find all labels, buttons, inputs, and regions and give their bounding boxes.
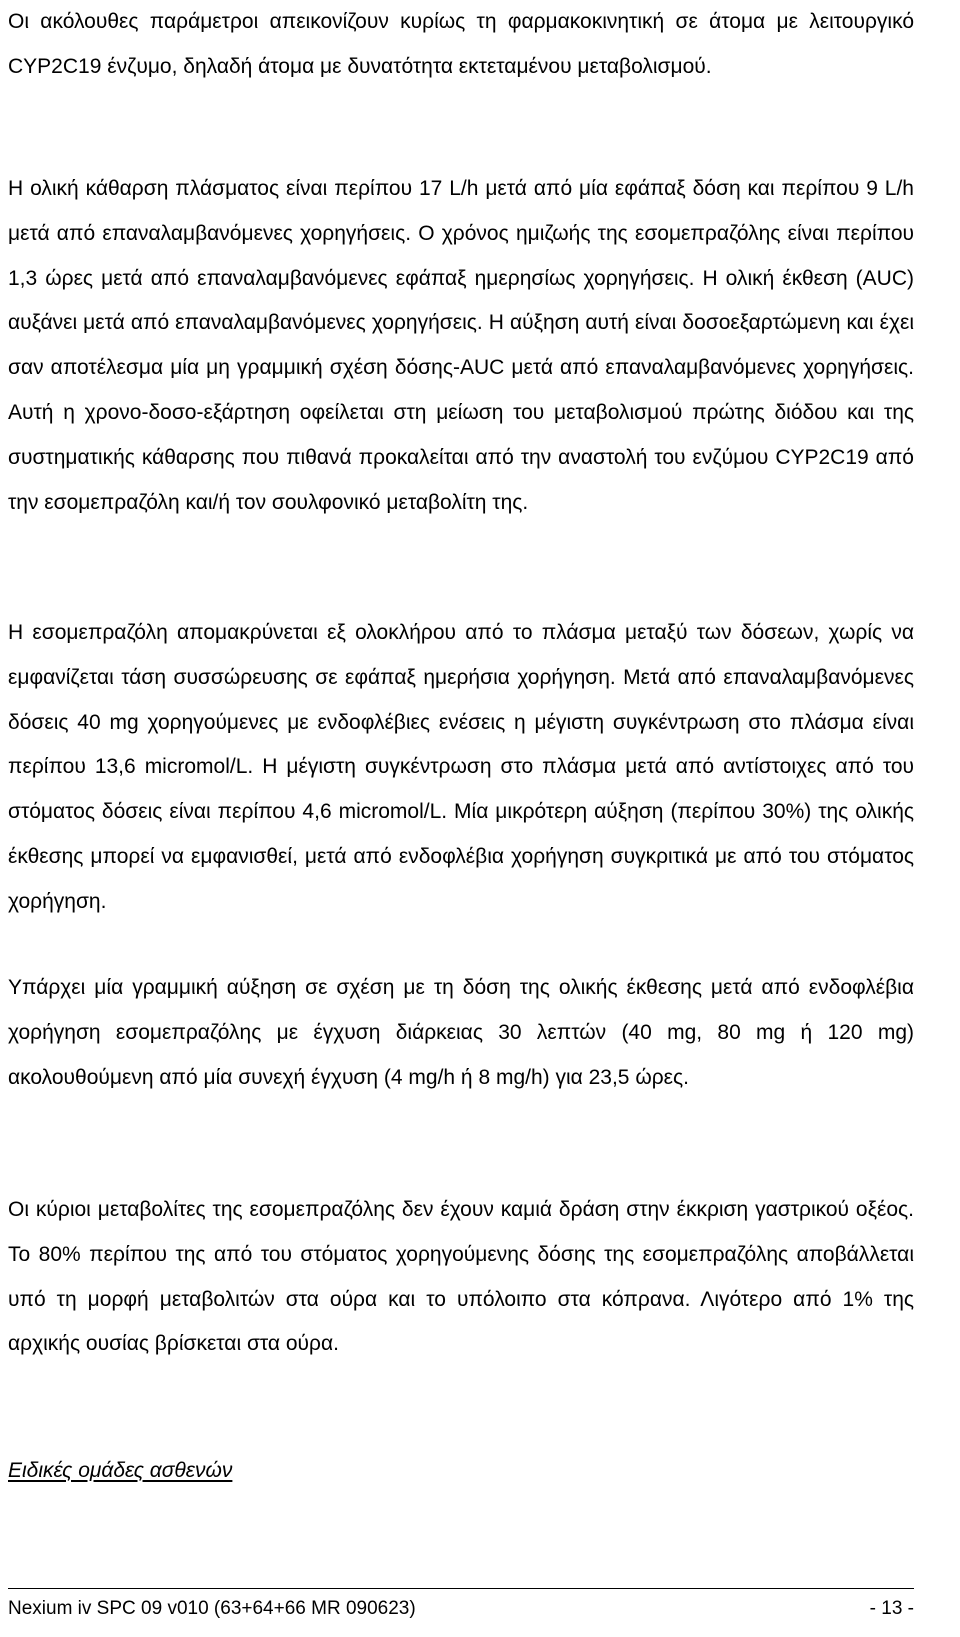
footer-document-id: Nexium iv SPC 09 v010 (63+64+66 MR 090623) [8,1598,416,1619]
paragraph-cyp2c19-intro: Οι ακόλουθες παράμετροι απεικονίζουν κυρίως τη φαρμακοκινητική σε άτομα με λειτουργικό CYP2C19 ένζυμο, δηλαδή άτομα με δυνατότητα εκτεταμένου μεταβολισμού. [8,10,914,78]
paragraph-elimination: Η εσομεπραζόλη απομακρύνεται εξ ολοκλήρου από το πλάσμα μεταξύ των δόσεων, χωρίς να εμφανίζεται τάση συσσώρευσης σε εφάπαξ ημερήσια χορήγηση. Μετά από επαναλαμβανόμενες δόσεις 40 mg χορηγούμενες με ενδοφλέβιες ενέσεις η μέγιστη συγκέντρωση στο πλάσμα είναι περίπου 13,6 micromol/L. Η μέγιστη συγκέντρωση στο πλάσμα μετά από αντίστοιχες από του στόματος δόσεις είναι περίπου 4,6 micromol/L. Μία μικρότερη αύξηση (περίπου 30%) της ολικής έκθεσης μπορεί να εμφανισθεί, μετά από ενδοφλέβια χορήγηση συγκριτικά με από του στόματος χορήγηση. [8,621,914,913]
footer-page-number: - 13 - [869,1598,914,1619]
page-footer [8,1588,914,1629]
paragraph-linear-increase: Υπάρχει μία γραμμική αύξηση σε σχέση με τη δόση της ολικής έκθεσης μετά από ενδοφλέβια χορήγηση εσομεπραζόλης με έγχυση διάρκειας 30 λεπτών (40 mg, 80 mg ή 120 mg) ακολουθούμενη από μία συνεχή έγχυση (4 mg/h ή 8 mg/h) για 23,5 ώρες. [8,976,914,1089]
paragraph-metabolites: Οι κύριοι μεταβολίτες της εσομεπραζόλης δεν έχουν καμιά δράση στην έκκριση γαστρικού οξέος. Το 80% περίπου της από του στόματος χορηγούμενης δόσης της εσομεπραζόλης αποβάλλεται υπό τη μορφή μεταβολιτών στα ούρα και το υπόλοιπο στα κόπρανα. Λιγότερο από 1% της αρχικής ουσίας βρίσκεται στα ούρα. [8,1198,914,1356]
paragraph-plasma-clearance: Η ολική κάθαρση πλάσματος είναι περίπου 17 L/h μετά από μία εφάπαξ δόση και περίπου 9 L/h μετά από επαναλαμβανόμενες χορηγήσεις. Ο χρόνος ημιζωής της εσομεπραζόλης είναι περίπου 1,3 ώρες μετά από επαναλαμβανόμενες εφάπαξ ημερησίως χορηγήσεις. Η ολική έκθεση (AUC) αυξάνει μετά από επαναλαμβανόμενες χορηγήσεις. Η αύξηση αυτή είναι δοσοεξαρτώμενη και έχει σαν αποτέλεσμα μία μη γραμμική σχέση δόσης-AUC μετά από επαναλαμβανόμενες χορηγήσεις. Αυτή η χρονο-δοσο-εξάρτηση οφείλεται στη μείωση του μεταβολισμού πρώτης διόδου και της συστηματικής κάθαρσης που πιθανά προκαλείται από την αναστολή του ενζύμου CYP2C19 από την εσομεπραζόλη και/ή τον σουλφονικό μεταβολίτη της. [8,177,914,514]
section-subheading: Ειδικές ομάδες ασθενών [8,1459,233,1482]
